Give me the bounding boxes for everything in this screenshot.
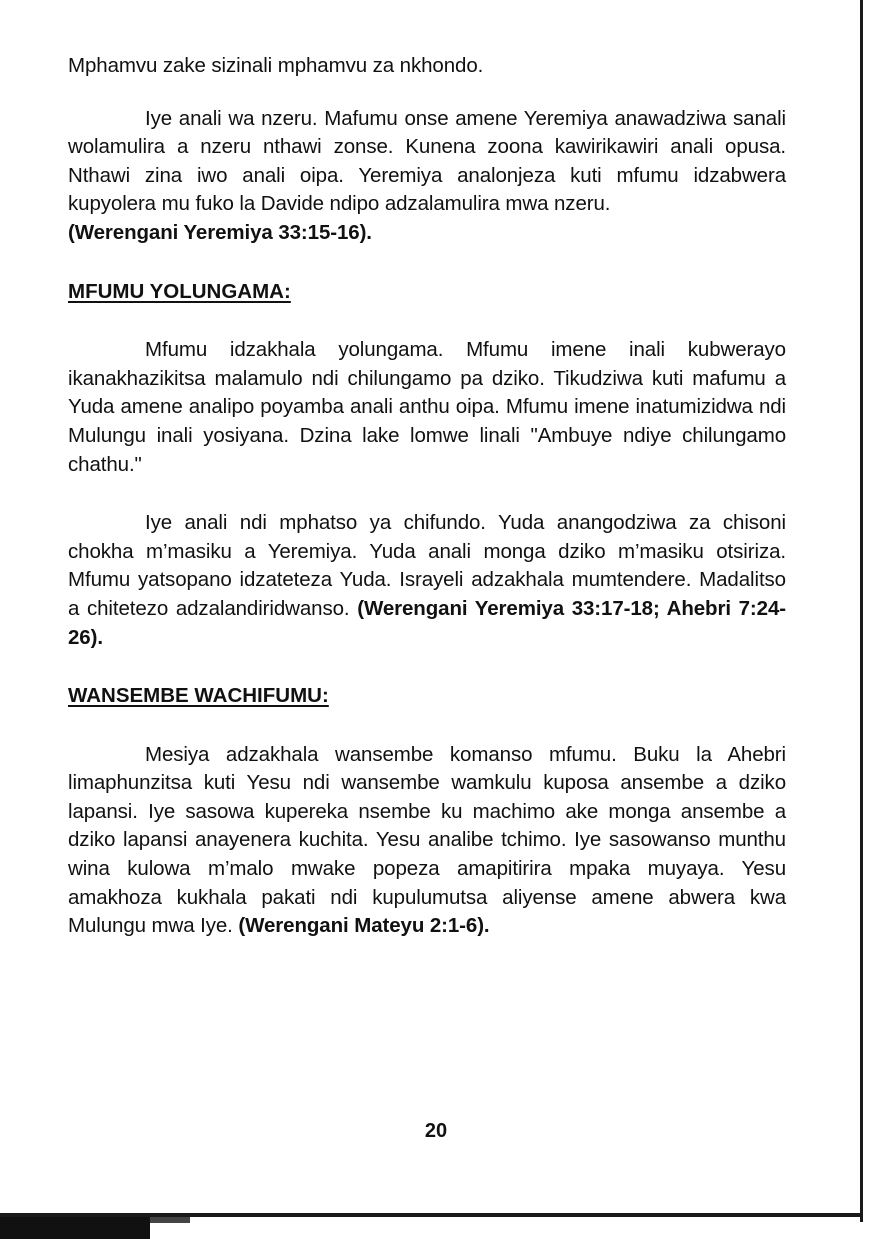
paragraph-3: Mfumu idzakhala yolungama. Mfumu imene inali kubwerayo ikanakhazikitsa malamulo ndi chilungamo pa dziko. Tikudziwa kuti mafumu a Yuda amene analipo poyamba anali anthu oipa. Mfumu imene inatumizidwa ndi Mulungu inali yosiyana. Dzina lake lomwe linali "Ambuye ndiye chilungamo chathu." xyxy=(68,338,786,476)
paragraph-4-text: Iye anali ndi mphatso ya chifundo. Yuda anangodziwa za chisoni chokha m’masiku a Yeremiya. Yuda anali monga dziko m’masiku otsiriza. Mfumu yatsopano idzateteza Yuda. Israyeli adzakhala mumtendere. Madalitso a chitetezo adzalandiridwanso. xyxy=(68,511,786,620)
scripture-reference-1: (Werengani Yeremiya 33:15-16). xyxy=(68,220,372,244)
scripture-reference-2: (Werengani Yeremiya 33:17-18; Ahebri 7:24-26). xyxy=(68,596,786,649)
section-heading-mfumu-yolungama: MFUMU YOLUNGAMA: xyxy=(68,279,291,303)
page-number: 20 xyxy=(424,1120,448,1142)
paragraph-5 xyxy=(68,741,786,941)
paragraph-4 xyxy=(68,509,786,652)
scan-shadow-tail xyxy=(150,1217,190,1223)
scripture-reference-3: (Werengani Mateyu 2:1-6). xyxy=(238,914,490,938)
section-heading-wansembe-wachifumu: WANSEMBE WACHIFUMU: xyxy=(68,684,329,708)
paragraph-5-text: Mesiya adzakhala wansembe komanso mfumu. Buku la Ahebri limaphunzitsa kuti Yesu ndi wansembe wamkulu kuposa ansembe a dziko lapansi. Iye sasowa kupereka nsembe ku machimo ake monga ansembe a dziko lapansi anayenera kuchita. Yesu analibe tchimo. Iye sasowanso munthu wina kulowa m’malo mwake popeza amapitirira mpaka muyaya. Yesu amakhoza kukhala pakati ndi kupulumutsa aliyense amene abwera kwa Mulungu mwa Iye. xyxy=(68,742,786,938)
paragraph-2-text: Iye anali wa nzeru. Mafumu onse amene Yeremiya anawadziwa sanali wolamulira a nzeru nthawi zonse. Kunena zoona kawirikawiri anali opusa. Nthawi zina iwo anali oipa. Yeremiya analonjeza kuti mfumu idzabwera kupyolera mu fuko la Davide ndipo adzalamulira mwa nzeru. xyxy=(68,106,786,216)
page-body xyxy=(68,52,786,941)
paragraph-2 xyxy=(68,105,786,248)
paragraph-1: Mphamvu zake sizinali mphamvu za nkhondo. xyxy=(68,54,484,77)
page-edge-right xyxy=(860,0,863,1222)
scan-shadow xyxy=(0,1217,150,1239)
